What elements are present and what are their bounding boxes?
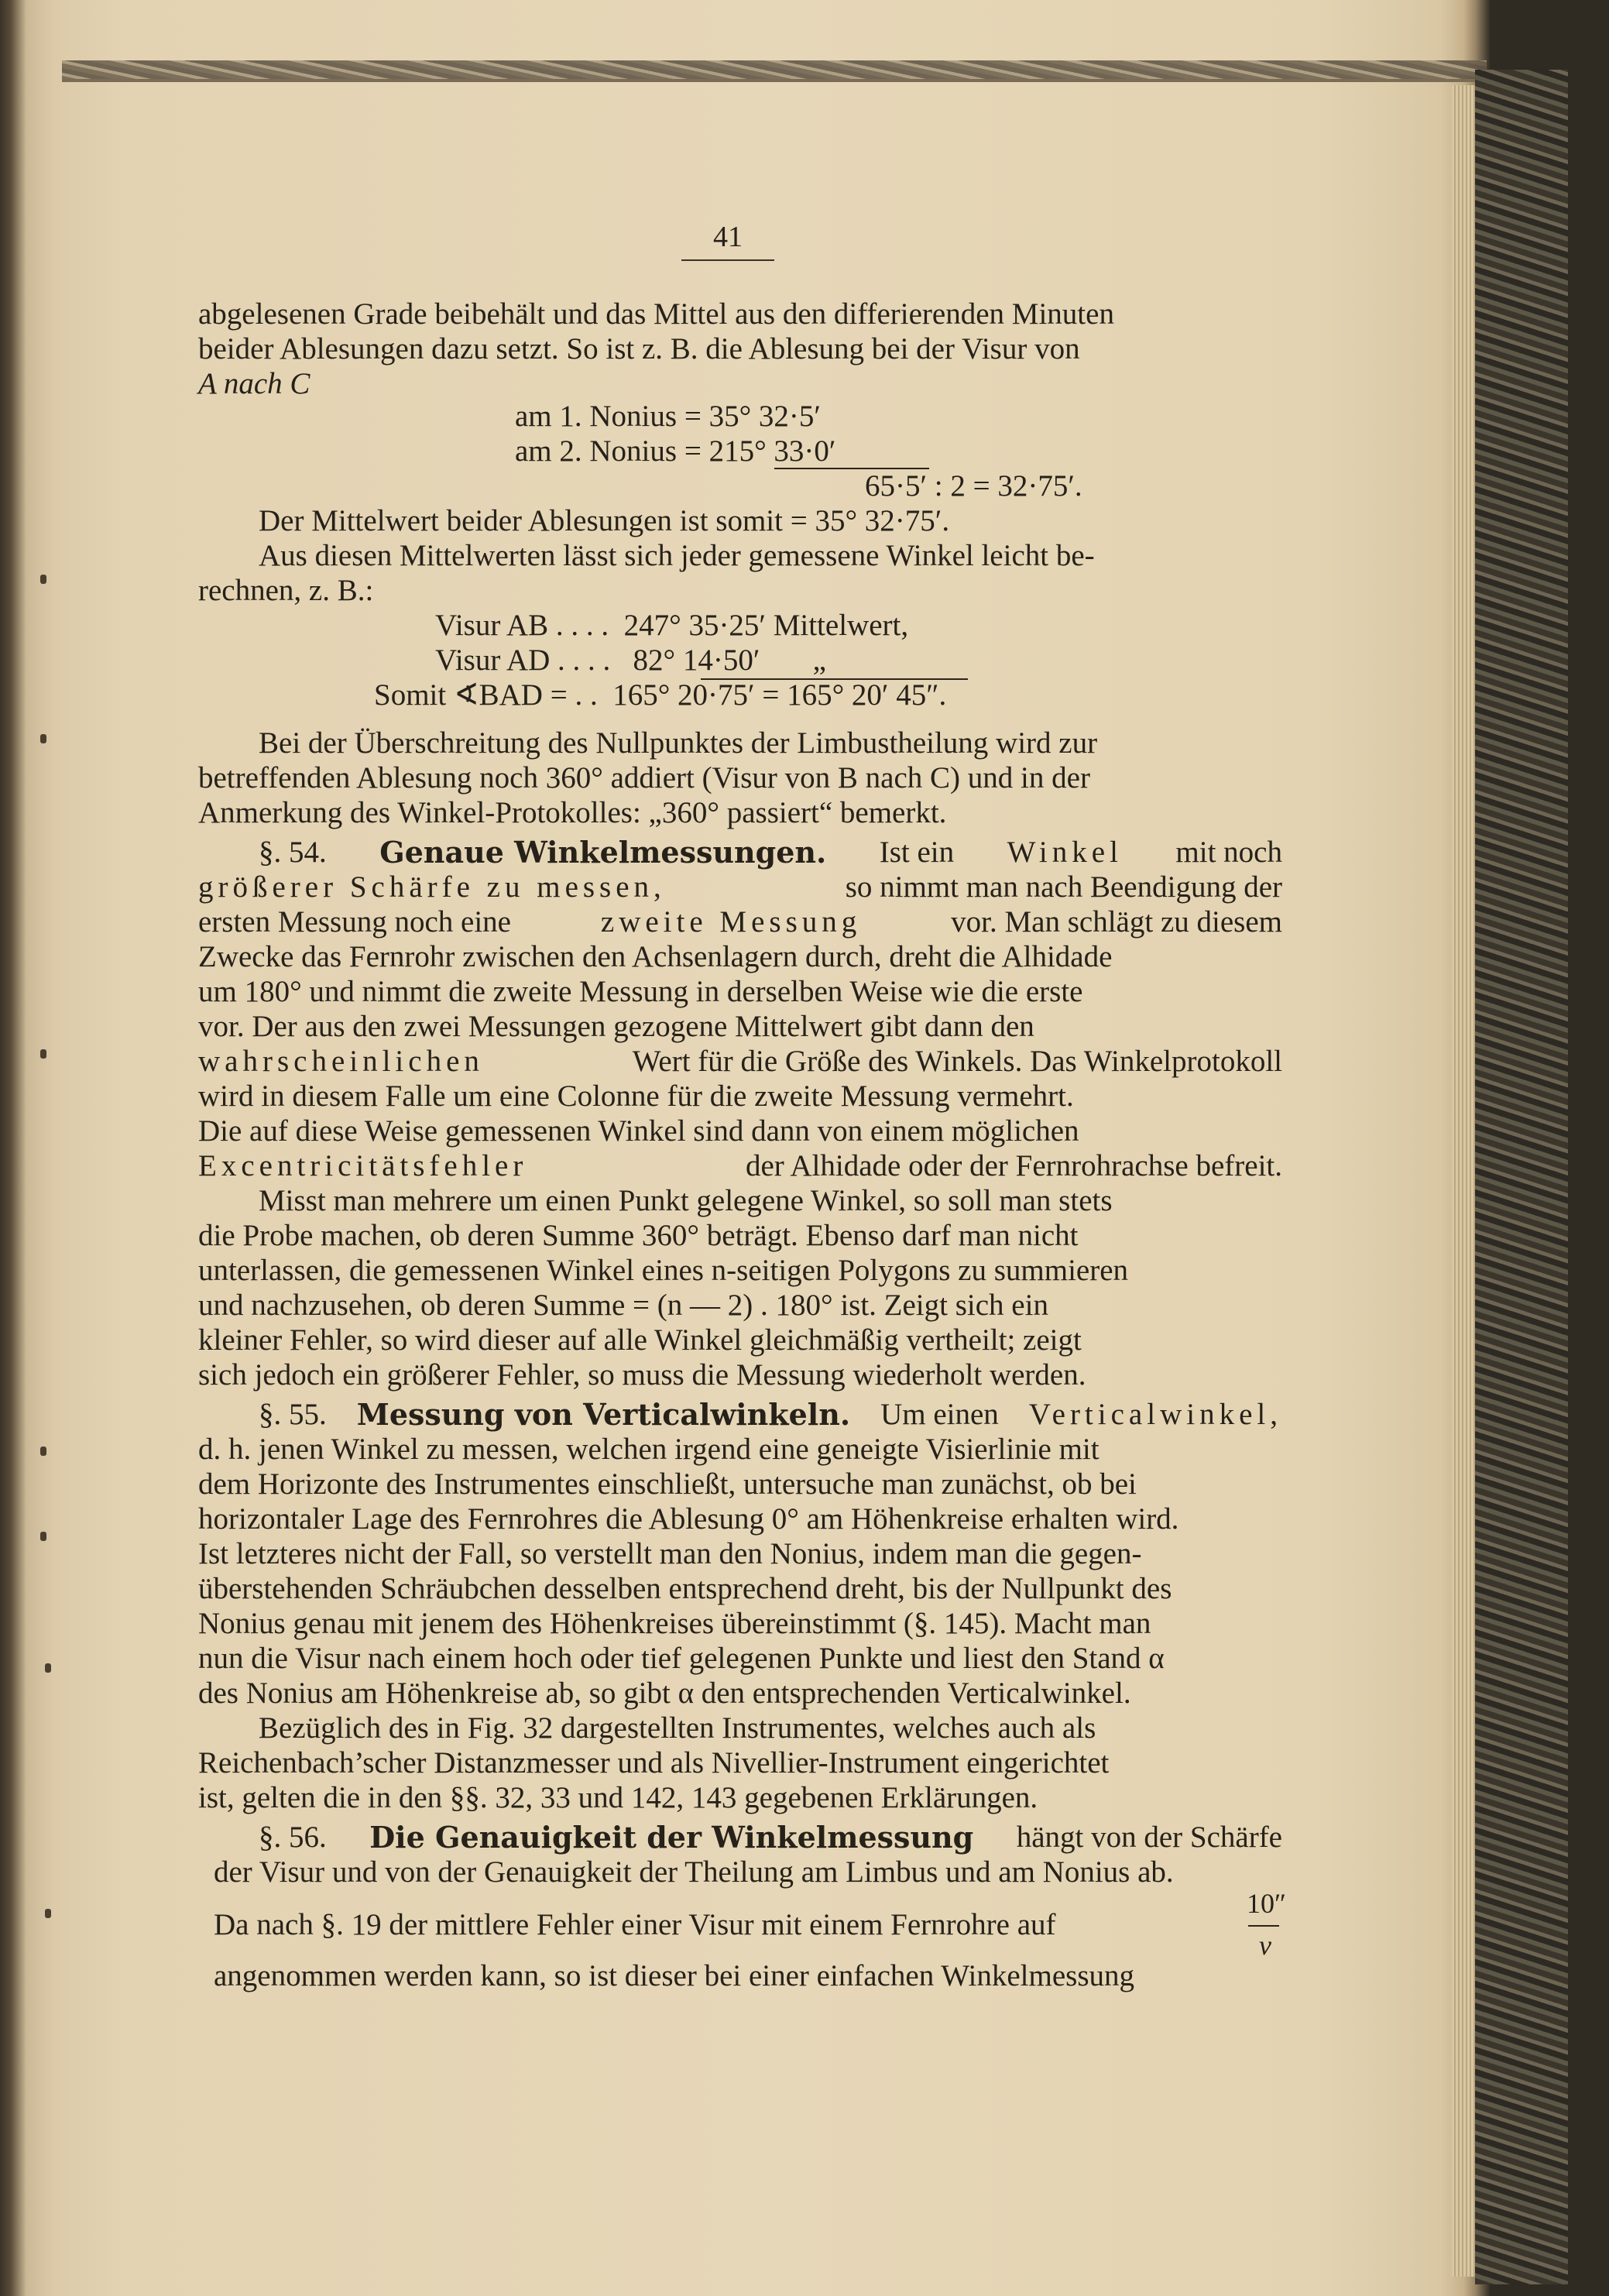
text-line: ist, gelten die in den §§. 32, 33 und 142, 143 gegebenen Erklärungen. [198,1781,1038,1814]
text-line: Ist letzteres nicht der Fall, so verstellt man den Nonius, indem man die gegen- [198,1537,1142,1570]
text-line: horizontaler Lage des Fernrohres die Ablesung 0° am Höhenkreise erhalten wird. [198,1502,1179,1536]
text-line: Zwecke das Fernrohr zwischen den Achsenlagern durch, dreht die Alhidade [198,940,1113,973]
reading-line: am 1. Nonius = 35° 32·5′ [515,400,821,433]
reading-line: am 2. Nonius = 215° 33·0′ [515,434,836,468]
text-line: Reichenbach’scher Distanzmesser und als Nivellier-Instrument eingerichtet [198,1746,1110,1779]
text-line: größerer Schärfe zu messen, so nimmt man nach Beendigung der [198,870,1282,904]
text-line: und nachzusehen, ob deren Summe = (n — 2) . 180° ist. Zeigt sich ein [198,1289,1048,1322]
text-line: Excentricitätsfehler der Alhidade oder der Fernrohrachse befreit. [198,1149,1282,1182]
text-line: um 180° und nimmt die zweite Messung in derselben Weise wie die erste [198,975,1083,1008]
text-line: d. h. jenen Winkel zu messen, welchen irgend eine geneigte Visierlinie mit [198,1433,1100,1466]
text-line: nun die Visur nach einem hoch oder tief gelegenen Punkte und liest den Stand α [198,1642,1165,1675]
text-line: Aus diesen Mittelwerten lässt sich jeder gemessene Winkel leicht be- [259,539,1095,572]
text-line: wahrscheinlichen Wert für die Größe des Winkels. Das Winkelprotokoll [198,1045,1282,1078]
visur-line: Visur AD . . . . 82° 14·50′ „ [435,643,826,677]
text-line: kleiner Fehler, so wird dieser auf alle Winkel gleichmäßig vertheilt; zeigt [198,1323,1082,1357]
text-line: abgelesenen Grade beibehält und das Mittel aus den differierenden Minuten [198,297,1114,331]
section-55-heading: §. 55. Messung von Verticalwinkeln. Um einen Verticalwinkel, [259,1397,1282,1432]
text-line: der Visur und von der Genauigkeit der Theilung am Limbus und am Nonius ab. [214,1855,1174,1889]
text-line: Die auf diese Weise gemessenen Winkel sind dann von einem möglichen [198,1114,1079,1148]
page-number: 41 [713,221,743,253]
text-line: sich jedoch ein größerer Fehler, so muss die Messung wiederholt werden. [198,1358,1086,1392]
fraction-denominator: v [1259,1930,1271,1961]
text-line: angenommen werden kann, so ist dieser bei einer einfachen Winkelmessung [214,1959,1135,1992]
text-line: die Probe machen, ob deren Summe 360° beträgt. Ebenso darf man nicht [198,1219,1079,1252]
text-line: Anmerkung des Winkel-Protokolles: „360° passiert“ bemerkt. [198,796,947,829]
text-line: Der Mittelwert beider Ablesungen ist somit = 35° 32·75′. [259,504,950,537]
section-56-heading: §. 56. Die Genauigkeit der Winkelmessung hängt von der Schärfe [259,1820,1282,1855]
text-line: ersten Messung noch eine zweite Messung vor. Man schlägt zu diesem [198,905,1282,939]
text-line: unterlassen, die gemessenen Winkel eines n-seitigen Polygons zu summieren [198,1254,1129,1287]
visur-line: Visur AB . . . . 247° 35·25′ Mittelwert, [435,609,909,642]
page-number-rule [681,259,774,261]
text-line: Bei der Überschreitung des Nullpunktes der Limbustheilung wird zur [259,726,1098,760]
text-line: rechnen, z. B.: [198,574,374,607]
text-line: Da nach §. 19 der mittlere Fehler einer Visur mit einem Fernrohre auf [214,1908,1056,1941]
text-line: Bezüglich des in Fig. 32 dargestellten Instrumentes, welches auch als [259,1711,1096,1745]
text-line: Nonius genau mit jenem des Höhenkreises übereinstimmt (§. 145). Macht man [198,1607,1151,1640]
text-line: A nach C [198,367,310,400]
reading-result: 65·5′ : 2 = 32·75′. [865,469,1082,503]
text-line: überstehenden Schräubchen desselben entsprechend dreht, bis der Nullpunkt des [198,1572,1172,1605]
text-line: betreffenden Ablesung noch 360° addiert (Visur von B nach C) und in der [198,761,1090,795]
fraction-bar [1248,1925,1279,1927]
text-line: dem Horizonte des Instrumentes einschließt, untersuche man zunächst, ob bei [198,1467,1137,1501]
text-line: beider Ablesungen dazu setzt. So ist z. B. die Ablesung bei der Visur von [198,332,1080,366]
text-line: wird in diesem Falle um eine Colonne für die zweite Messung vermehrt. [198,1079,1074,1113]
text-line: Misst man mehrere um einen Punkt gelegene Winkel, so soll man stets [259,1184,1113,1217]
section-54-heading: §. 54. Genaue Winkelmessungen. Ist ein Winkel mit noch [259,835,1282,870]
text-line: vor. Der aus den zwei Messungen gezogene Mittelwert gibt dann den [198,1010,1034,1043]
visur-result: Somit ∢BAD = . . 165° 20·75′ = 165° 20′ 45″. [374,678,947,712]
fraction-numerator: 10″ [1247,1888,1286,1919]
text-line: des Nonius am Höhenkreise ab, so gibt α den entsprechenden Verticalwinkel. [198,1677,1131,1710]
